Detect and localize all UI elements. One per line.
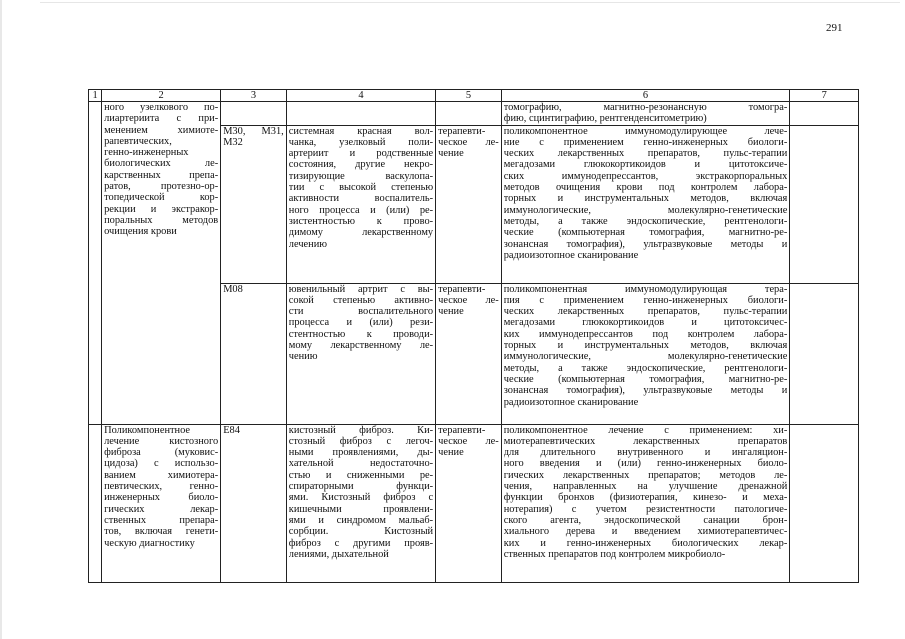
text-line: лечение кистозного xyxy=(104,435,219,447)
text-line: поральных методов xyxy=(104,214,219,226)
treatment-kind-cell xyxy=(436,125,502,283)
text-line: активности воспалитель- xyxy=(288,193,434,205)
text-line: хательной недостаточно- xyxy=(288,458,434,470)
text-line: сорбции. Кистозный xyxy=(288,526,434,538)
text-line: ственных препара- xyxy=(104,514,219,526)
column-number: 7 xyxy=(790,90,859,102)
text-line: зонансная томография), ультразвуковые методы и xyxy=(503,385,788,397)
text-line: чение xyxy=(438,447,464,459)
text-line: ческое ле- xyxy=(438,136,499,148)
treatment-kind-cell xyxy=(436,424,502,582)
text-line: ювенильный артрит с вы- xyxy=(288,283,434,295)
text-line: ческие (компьютерная томография, магнитно-ре- xyxy=(503,373,788,385)
treatment-method-cell xyxy=(501,283,790,424)
text-line: процесса и (или) рези- xyxy=(288,317,434,329)
text-line: ческую диагностику xyxy=(104,537,195,549)
text-line: очищения крови xyxy=(104,226,177,238)
text-line: иммунологические, молекулярно-генетические xyxy=(503,204,788,216)
text-line: кишечными проявлени- xyxy=(288,503,434,515)
text-line: фию, сцинтиграфию, рентгенденситометрию) xyxy=(503,113,707,125)
text-line: ческое ле- xyxy=(438,294,499,306)
text-line: ного узелкового по- xyxy=(104,102,219,113)
text-line: зонансная томография), ультразвуковые методы и xyxy=(503,238,788,250)
scan-edge xyxy=(0,0,2,639)
text-line: M32 xyxy=(223,136,243,148)
text-line: мому лекарственному ле- xyxy=(288,340,434,352)
column-number: 4 xyxy=(286,90,435,102)
tariff-cell xyxy=(790,102,859,126)
text-line: менением химиоте- xyxy=(104,124,219,136)
text-line: хиального дерева и введением химиотерапевтичес- xyxy=(503,526,788,538)
text-line: ными проявлениями, ды- xyxy=(288,447,434,459)
text-line: карственных препа- xyxy=(104,169,219,181)
table-row xyxy=(89,102,859,126)
icd-code-cell xyxy=(221,424,287,582)
text-line: радиоизотопное сканирование xyxy=(503,249,639,261)
tariff-cell xyxy=(790,125,859,283)
text-line: ратов, протезно-ор- xyxy=(104,181,219,193)
text-line: системная красная вол- xyxy=(288,125,434,137)
scan-artifact-line xyxy=(40,2,900,3)
column-number: 1 xyxy=(89,90,102,102)
text-line: лиартериита с при- xyxy=(104,113,219,125)
text-line: ских иммунодепрессантов, экстракорпоральных xyxy=(503,170,788,182)
text-line: ского агента, эндоскопической санации брон- xyxy=(503,514,788,526)
text-line: стозный фиброз с легоч- xyxy=(288,435,434,447)
disease-model-cell xyxy=(286,283,435,424)
text-line: рекции и экстракор- xyxy=(104,203,219,215)
text-line: цидоза) с использо- xyxy=(104,458,219,470)
text-line: функции бронхов (физиотерапия, кинезо- и меха- xyxy=(503,492,788,504)
text-line: ческих лекарственных препаратов, пульс-терапии xyxy=(503,148,788,160)
text-line: поликомпонентное иммуномодулирующее лече- xyxy=(503,125,788,137)
treatment-type-cell xyxy=(102,424,221,582)
text-line: тов, включая генети- xyxy=(104,526,219,538)
column-number: 3 xyxy=(221,90,287,102)
row-number-cell xyxy=(89,102,102,425)
text-line: терапевти- xyxy=(438,125,486,137)
text-line: пия с применением генно-инженерных биологи- xyxy=(503,294,788,306)
text-line: лечению xyxy=(288,238,328,250)
text-line: певтических, генно- xyxy=(104,481,219,493)
text-line: фиброза (муковис- xyxy=(104,447,219,459)
disease-model-cell xyxy=(286,424,435,582)
text-line: ственных препаратов под контролем микробиоло- xyxy=(503,548,726,560)
text-line: тизирующие васкулопа- xyxy=(288,170,434,182)
text-line: E84 xyxy=(223,424,240,436)
treatment-method-cell xyxy=(501,125,790,283)
text-line: чения, направленных на улучшение дренажной xyxy=(503,481,788,493)
text-line: торных и инструментальных методов, включая xyxy=(503,340,788,352)
text-line: чению xyxy=(288,351,318,363)
text-line: мегадозами глюкокортикоидов и цитотоксиче- xyxy=(503,159,788,171)
text-line: для длительного внутривенного и ингаляцион- xyxy=(503,447,788,459)
icd-code-cell xyxy=(221,125,287,283)
text-line: ного процесса и (или) ре- xyxy=(288,204,434,216)
text-line: биологических ле- xyxy=(104,158,219,170)
disease-model-cell xyxy=(286,102,435,126)
column-number: 6 xyxy=(501,90,790,102)
icd-code-cell xyxy=(221,283,287,424)
text-line: спираторными функци- xyxy=(288,481,434,493)
text-line: томографию, магнитно-резонансную томогра- xyxy=(503,102,788,113)
treatment-kind-cell xyxy=(436,283,502,424)
text-line: лениями, дыхательной xyxy=(288,548,389,560)
text-line: димому лекарственному xyxy=(288,227,434,239)
text-line: зистентностью к прово- xyxy=(288,215,434,227)
text-line: чение xyxy=(438,148,464,160)
text-line: гических лекар- xyxy=(104,503,219,515)
tariff-cell xyxy=(790,283,859,424)
text-line: гических лекарственных препаратов; методов ле- xyxy=(503,469,788,481)
text-line: рапевтических, xyxy=(104,135,172,147)
table-row xyxy=(89,424,859,582)
column-number: 2 xyxy=(102,90,221,102)
text-line: иммунологические, молекулярно-генетические xyxy=(503,351,788,363)
text-line: торных и инструментальных методов, включая xyxy=(503,193,788,205)
text-line: генно-инженерных xyxy=(104,147,189,159)
tariff-cell xyxy=(790,424,859,582)
text-line: кистозный фиброз. Ки- xyxy=(288,424,434,436)
text-line: терапевти- xyxy=(438,283,486,295)
text-line: ких и генно-инженерных биологических лекар- xyxy=(503,537,788,549)
text-line: ческое ле- xyxy=(438,435,499,447)
treatment-kind-cell xyxy=(436,102,502,126)
text-line: сти воспалительного xyxy=(288,306,434,318)
text-line: поликомпонентное лечение с применением: хи- xyxy=(503,424,788,436)
column-number: 5 xyxy=(436,90,502,102)
disease-model-cell xyxy=(286,125,435,283)
text-line: топедической кор- xyxy=(104,192,219,204)
text-line: чение xyxy=(438,306,464,318)
text-line: артериит и родственные xyxy=(288,148,434,160)
text-line: терапевти- xyxy=(438,424,486,436)
text-line: чанка, узелковый поли- xyxy=(288,136,434,148)
text-line: M30, M31, xyxy=(223,125,284,137)
treatment-method-cell xyxy=(501,424,790,582)
column-number-row xyxy=(89,90,859,102)
treatment-method-cell xyxy=(501,102,790,126)
medical-care-table xyxy=(88,89,859,583)
treatment-type-cell xyxy=(102,102,221,425)
text-line: ями и синдромом мальаб- xyxy=(288,514,434,526)
text-line: методы, а также эндоскопические, рентгенологи- xyxy=(503,362,788,374)
text-line: методы, а также эндоскопические, рентгенологи- xyxy=(503,215,788,227)
text-line: состояния, другие некро- xyxy=(288,159,434,171)
text-line: тии с высокой степенью xyxy=(288,182,434,194)
text-line: Поликомпонентное xyxy=(104,424,191,436)
text-line: инженерных биоло- xyxy=(104,492,219,504)
text-line: ких иммунодепрессантов под контролем лабора- xyxy=(503,328,788,340)
text-line: поликомпонентная иммуномодулирующая тера- xyxy=(503,283,788,295)
text-line: радиоизотопное сканирование xyxy=(503,396,639,408)
text-line: ями. Кистозный фиброз с xyxy=(288,492,434,504)
text-line: M08 xyxy=(223,283,243,295)
text-line: ческих лекарственных препаратов, пульс-терапии xyxy=(503,306,788,318)
text-line: сокой степенью активно- xyxy=(288,294,434,306)
text-line: ческие (компьютерная томография, магнитно-ре- xyxy=(503,227,788,239)
icd-code-cell xyxy=(221,102,287,126)
text-line: ние с применением генно-инженерных биологи- xyxy=(503,136,788,148)
page-number: 291 xyxy=(826,22,843,34)
text-line: ванием химиотера- xyxy=(104,469,219,481)
text-line: миотерапевтических лекарственных препаратов xyxy=(503,435,788,447)
text-line: ного введения и (или) генно-инженерных биоло- xyxy=(503,458,788,470)
text-line: стентностью к проводи- xyxy=(288,328,434,340)
text-line: нотерапия) с учетом резистентности патологиче- xyxy=(503,503,788,515)
text-line: стью и сниженными ре- xyxy=(288,469,434,481)
text-line: фиброз с другими прояв- xyxy=(288,537,434,549)
text-line: мегадозами глюкокортикоидов и цитотоксичес- xyxy=(503,317,788,329)
row-number-cell xyxy=(89,424,102,582)
text-line: методов очищения крови под контролем лабора- xyxy=(503,182,788,194)
